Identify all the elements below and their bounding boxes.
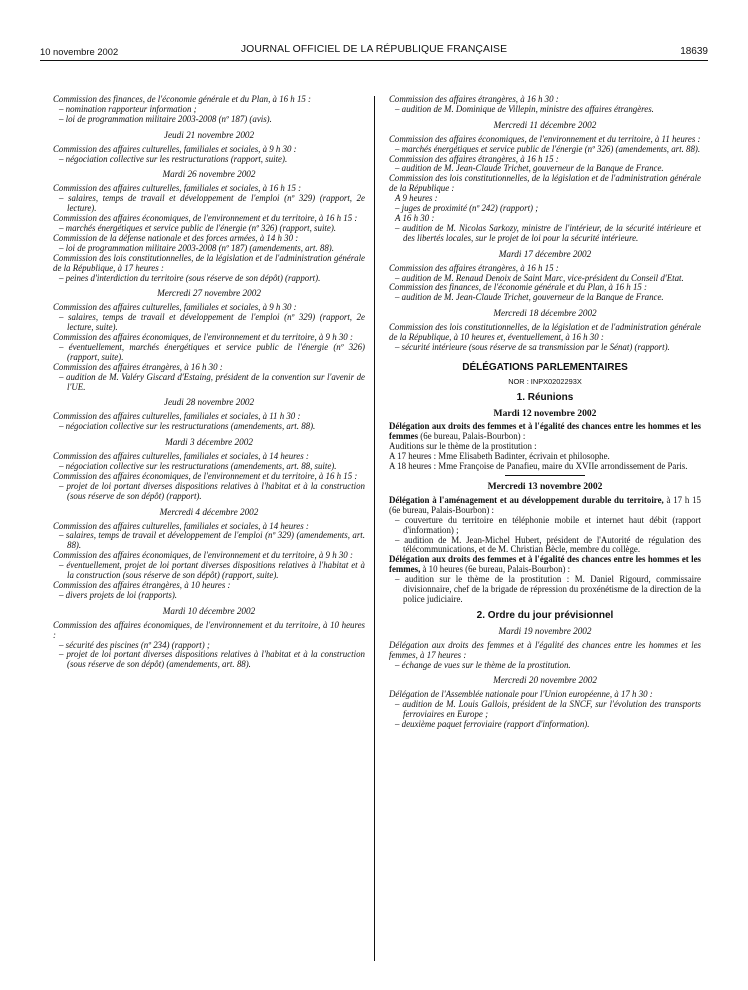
date-heading: Mercredi 11 décembre 2002 <box>493 119 597 130</box>
commission-heading: Commission des affaires étrangères, à 16 h 15 : <box>389 262 559 273</box>
header-date: 10 novembre 2002 <box>40 46 119 57</box>
agenda-item: – audition de M. Renaud Denoix de Saint Marc, vice-président du Conseil d'Etat. <box>395 272 684 283</box>
commission-heading: Commission des affaires économiques, de l'environnement et du territoire, à 16 h 15 : <box>53 470 358 481</box>
delegation-name: Délégation aux droits des femmes et à l'égalité des chances entre les hommes et les femmes, <box>389 554 701 575</box>
left-column <box>53 95 365 670</box>
commission-heading: Commission des affaires étrangères, à 16 h 15 : <box>389 153 559 164</box>
page-number: 18639 <box>680 46 708 57</box>
date-heading: Mardi 17 décembre 2002 <box>498 248 592 259</box>
agenda-item: – sécurité des piscines (nº 234) (rapport) ; <box>59 639 210 650</box>
agenda-item: – audition de M. Valéry Giscard d'Estaing, président de la convention sur l'avenir de l'UE. <box>59 371 365 392</box>
agenda-item: – éventuellement, projet de loi portant diverses dispositions relatives à l'habitat et à la construction (sous réserve de son dépôt) (rapport, suite). <box>59 560 365 581</box>
commission-heading: Commission de la défense nationale et des forces armées, à 14 h 30 : <box>53 232 299 243</box>
subsection-title: 1. Réunions <box>516 391 574 403</box>
delegation-heading <box>389 422 701 442</box>
date-heading: Mardi 19 novembre 2002 <box>498 625 592 636</box>
date-heading: Mardi 26 novembre 2002 <box>162 169 256 180</box>
agenda-item: – salaires, temps de travail et développement de l'emploi (nº 329) (amendements, art. 88). <box>59 530 365 551</box>
commission-heading: Commission des affaires économiques, de l'environnement et du territoire, à 10 heures : <box>53 619 365 640</box>
commission-heading: Délégation aux droits des femmes et à l'égalité des chances entre les hommes et les femmes, à 17 heures : <box>389 639 701 660</box>
agenda-item: – audition de M. Louis Gallois, président de la SNCF, sur l'évolution des transports ferroviaires en Europe ; <box>395 699 701 720</box>
paragraph: A 17 heures : Mme Elisabeth Badinter, écrivain et philosophe. <box>389 451 610 462</box>
commission-heading: Commission des affaires économiques, de l'environnement et du territoire, à 9 h 30 : <box>53 550 353 561</box>
commission-heading: Commission des affaires étrangères, à 16 h 30 : <box>53 361 223 372</box>
agenda-item: – salaires, temps de travail et développement de l'emploi (nº 329) (rapport, 2e lecture). <box>59 193 365 214</box>
header-rule <box>40 60 708 61</box>
agenda-item: – marchés énergétiques et service public de l'énergie (nº 326) (rapport, suite). <box>59 222 336 233</box>
agenda-item: – audition de M. Jean-Claude Trichet, gouverneur de la Banque de France. <box>395 163 664 174</box>
delegation-detail: (6e bureau, Palais-Bourbon) : <box>418 431 526 442</box>
date-heading: Mercredi 18 décembre 2002 <box>493 308 597 319</box>
page-header <box>40 44 708 60</box>
commission-heading: Commission des lois constitutionnelles, de la législation et de l'administration générale de la République : <box>389 173 701 194</box>
separator <box>505 475 585 476</box>
paragraph: A 18 heures : Mme Françoise de Panafieu, maire du XVIIe arrondissement de Paris. <box>389 461 688 472</box>
agenda-item: – audition sur le thème de la prostitution : M. Daniel Rigourd, commissaire divisionnaire, chef de la brigade de répression du proxénétisme de la direction de la police judiciaire. <box>395 574 701 604</box>
delegation-heading <box>389 555 701 575</box>
agenda-item: – divers projets de loi (rapports). <box>59 589 177 600</box>
journal-title: JOURNAL OFFICIEL DE LA RÉPUBLIQUE FRANÇAISE <box>240 44 508 55</box>
commission-heading: Commission des lois constitutionnelles, de la législation et de l'administration générale de la République, à 10 heures et, éventuellement, à 16 h 30 : <box>389 322 701 343</box>
commission-heading: Commission des affaires culturelles, familiales et sociales, à 14 heures : <box>53 451 309 462</box>
commission-heading: Commission des affaires étrangères, à 16 h 30 : <box>389 94 559 104</box>
commission-heading: Délégation de l'Assemblée nationale pour l'Union européenne, à 17 h 30 : <box>389 689 653 700</box>
agenda-item: – projet de loi portant diverses dispositions relatives à l'habitat et à la construction (sous réserve de son dépôt) (rapport). <box>59 480 365 501</box>
agenda-item: – audition de M. Jean-Claude Trichet, gouverneur de la Banque de France. <box>395 292 664 303</box>
date-heading: Mercredi 20 novembre 2002 <box>493 675 597 686</box>
commission-heading: Commission des affaires culturelles, familiales et sociales, à 9 h 30 : <box>53 302 297 313</box>
date-heading: Mercredi 4 décembre 2002 <box>159 506 259 517</box>
commission-heading: Commission des affaires économiques, de l'environnement et du territoire, à 9 h 30 : <box>53 332 353 343</box>
agenda-item: – négociation collective sur les restructurations (rapport, suite). <box>59 153 288 164</box>
commission-heading: Commission des affaires économiques, de l'environnement et du territoire, à 16 h 15 : <box>53 213 358 224</box>
delegation-detail: à 17 h 15 (6e bureau, Palais-Bourbon) : <box>389 494 701 515</box>
commission-heading: Commission des affaires culturelles, familiales et sociales, à 9 h 30 : <box>53 143 297 154</box>
date-heading: Jeudi 21 novembre 2002 <box>163 129 255 140</box>
delegation-heading <box>389 496 701 516</box>
delegation-name: Délégation aux droits des femmes et à l'égalité des chances entre les hommes et les femmes <box>389 421 701 442</box>
subsection-title: 2. Ordre du jour prévisionnel <box>476 609 614 621</box>
column-divider <box>374 96 375 961</box>
agenda-item: – nomination rapporteur information ; <box>59 103 197 114</box>
agenda-item: – peines d'interdiction du territoire (sous réserve de son dépôt) (rapport). <box>59 272 321 283</box>
agenda-item: – loi de programmation militaire 2003-2008 (nº 187) (avis). <box>59 113 272 124</box>
agenda-item: – audition de M. Jean-Michel Hubert, président de l'Autorité de régulation des télécommunications, et de M. Christian Bècle, membre du collège. <box>395 534 701 555</box>
nor-reference: NOR : INPX0202293X <box>508 376 582 386</box>
delegation-detail: à 10 heures (6e bureau, Palais-Bourbon) : <box>420 564 571 575</box>
commission-heading: Commission des finances, de l'économie générale et du Plan, à 16 h 15 : <box>53 94 311 104</box>
commission-heading: Commission des affaires culturelles, familiales et sociales, à 16 h 15 : <box>53 183 302 194</box>
agenda-item: – sécurité intérieure (sous réserve de sa transmission par le Sénat) (rapport). <box>395 341 670 352</box>
agenda-item: – juges de proximité (nº 242) (rapport) ; <box>395 203 539 214</box>
commission-heading: Commission des lois constitutionnelles, de la législation et de l'administration générale de la République, à 17 heures : <box>53 252 365 273</box>
commission-heading: Commission des affaires étrangères, à 10 heures : <box>53 579 231 590</box>
agenda-item: – négociation collective sur les restructurations (amendements, art. 88, suite). <box>59 461 337 471</box>
date-heading: Mardi 3 décembre 2002 <box>165 437 253 448</box>
agenda-item: – deuxième paquet ferroviaire (rapport d'information). <box>395 719 590 730</box>
time-heading: A 16 h 30 : <box>395 212 435 223</box>
agenda-item: – couverture du territoire en téléphonie mobile et internet haut débit (rapport d'information) ; <box>395 514 701 535</box>
commission-heading: Commission des affaires économiques, de l'environnement et du territoire, à 11 heures : <box>389 133 701 144</box>
commission-heading: Commission des affaires culturelles, familiales et sociales, à 11 h 30 : <box>53 411 301 422</box>
paragraph: Auditions sur le thème de la prostitution : <box>389 441 537 452</box>
agenda-item: – audition de M. Nicolas Sarkozy, ministre de l'intérieur, de la sécurité intérieure et des libertés locales, sur le projet de loi pour la sécurité intérieure. <box>395 222 701 243</box>
agenda-item: – échange de vues sur le thème de la prostitution. <box>395 659 571 670</box>
agenda-item: – éventuellement, marchés énergétiques et service public de l'énergie (nº 326) (rapport, suite). <box>59 341 365 362</box>
time-heading: A 9 heures : <box>395 193 438 204</box>
date-heading: Mardi 12 novembre 2002 <box>493 407 597 419</box>
agenda-item: – négociation collective sur les restructurations (amendements, art. 88). <box>59 421 316 432</box>
date-heading: Mercredi 13 novembre 2002 <box>487 481 603 492</box>
date-heading: Mardi 10 décembre 2002 <box>162 605 256 616</box>
agenda-item: – loi de programmation militaire 2003-2008 (nº 187) (amendements, art. 88). <box>59 242 334 253</box>
agenda-item: – salaires, temps de travail et développement de l'emploi (nº 329) (rapport, 2e lecture, suite). <box>59 312 365 333</box>
agenda-item: – projet de loi portant diverses dispositions relatives à l'habitat et à la construction (sous réserve de son dépôt) (amendements, art. 88). <box>59 649 365 670</box>
delegation-name: Délégation à l'aménagement et au développement durable du territoire, <box>389 494 664 505</box>
right-column <box>389 95 701 730</box>
agenda-item: – audition de M. Dominique de Villepin, ministre des affaires étrangères. <box>395 103 654 114</box>
agenda-item: – marchés énergétiques et service public de l'énergie (nº 326) (amendements, art. 88). <box>395 143 701 154</box>
commission-heading: Commission des affaires culturelles, familiales et sociales, à 14 heures : <box>53 520 309 531</box>
date-heading: Mercredi 27 novembre 2002 <box>157 288 261 299</box>
section-title: DÉLÉGATIONS PARLEMENTAIRES <box>462 361 628 373</box>
date-heading: Jeudi 28 novembre 2002 <box>163 397 255 408</box>
commission-heading: Commission des finances, de l'économie générale et du Plan, à 16 h 15 : <box>389 282 647 293</box>
